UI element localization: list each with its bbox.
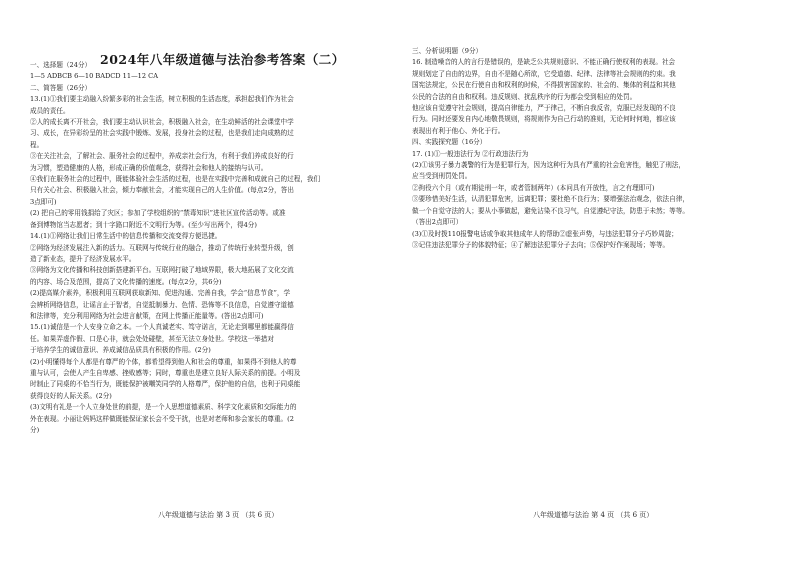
text-line: 的内容、场合及范围，提高了文化传播的速度。(每点2分，共6分) bbox=[30, 277, 222, 286]
text-line: 时制止了同桌的不恰当行为，既能保护被嘲笑同学的人格尊严，保护他的自信，也利于同桌能 bbox=[30, 380, 301, 389]
page-4 bbox=[397, 0, 794, 561]
text-line: 13.(1)①我们要主动融入纷繁多彩的社会生活，树立积极的生活态度，承担起我们作为社会 bbox=[30, 95, 294, 104]
text-line: 三、分析说明题（9分） bbox=[412, 47, 483, 55]
text-line: 规则划定了自由的边界，自由不是随心所欲，它受道德、纪律、法律等社会规则的约束。我 bbox=[412, 69, 676, 78]
text-line: 1—5 ADBCB 6—10 BADCD 11—12 CA bbox=[30, 72, 158, 81]
text-line: 二、简答题（26分） bbox=[30, 83, 92, 92]
text-line: 重与认可，会使人产生自卑感、挫败感等；同时，尊重也是建立良好人际关系的前提。小明及 bbox=[30, 368, 301, 377]
text-line: 备到博物馆当志愿者；到十字路口附近不文明行为等。(至少写出两个，得4分) bbox=[30, 220, 257, 229]
answer-content-right bbox=[412, 46, 764, 251]
text-line: 3点即可) bbox=[30, 197, 57, 206]
page-footer: 八年级道德与法治 第 3 页 （共 6 页） bbox=[158, 511, 279, 519]
text-line: (3)文明有礼是一个人立身处世的前提，是一个人思想道德素质、科学文化素质和交际能力的 bbox=[30, 403, 297, 412]
text-line: 获得良好的人际关系。(2分) bbox=[30, 391, 112, 400]
text-line: 公民的合法的自由和权利。违反规则、扰乱秩序的行为都会受到相应的处罚。 bbox=[412, 92, 637, 101]
text-line: 应当受到刑罚处罚。 bbox=[412, 172, 472, 181]
page-title: 2024年八年级道德与法治参考答案（二） bbox=[100, 52, 345, 67]
text-line: (3)①及时拨110报警电话或争取其他成年人的帮助②虚张声势，与违法犯罪分子巧妙周旋； bbox=[412, 229, 678, 238]
text-line: 只有关心社会、积极融入社会，倾力奉献社会，才能实现自己的人生价值。(每点2分，答出 bbox=[30, 186, 294, 195]
text-line: 于培养学生的诚信意识、养成诚信品质具有积极的作用。(2分) bbox=[30, 346, 211, 355]
text-line: 外在表现。小丽让妈妈这样做既能保证家长会不受干扰，也是对老师和参会家长的尊重。(2 bbox=[30, 414, 294, 423]
text-line: 成员的责任。 bbox=[30, 106, 70, 115]
text-line: 16. 制造噪音的人的言行是错误的，是缺乏公共规则意识、不能正确行使权利的表现。社会 bbox=[412, 58, 676, 67]
text-line: 和法律等，充分利用网络为社会进言献策，在网上传播正能量等。(答出2点即可) bbox=[30, 311, 264, 320]
text-line: 行为。同时还要发自内心地敬畏规则，将规则作为自己行动的准则，无论何时何地，都应该 bbox=[412, 115, 676, 124]
text-line: ③要珍惜美好生活，认清犯罪危害，远离犯罪；要杜绝不良行为；要增强法治观念，依法自律， bbox=[412, 195, 689, 204]
text-line: 任。如果弄虚作假、口是心非，就会处处碰壁，甚至无法立身处世。学校这一举措对 bbox=[30, 334, 274, 343]
text-line: （答出2点即可） bbox=[412, 218, 463, 227]
text-line: 造了新业态，提升了经济发展水平。 bbox=[30, 254, 136, 263]
text-line: 程。 bbox=[30, 140, 44, 149]
text-line: ④我们在服务社会的过程中，既能体验社会生活的过程，也是在实践中完善和成就自己的过程，我们 bbox=[30, 175, 321, 184]
text-line: 他应该自觉遵守社会规则，提高自律能力，严于律己，不断自我反省，克服已经发现的不良 bbox=[412, 104, 676, 113]
text-line: ③记住违法犯罪分子的体貌特征；④了解违法犯罪分子去向；⑤保护好作案现场；等等。 bbox=[412, 240, 670, 249]
text-line: 14.(1)①网络让我们日常生活中的信息传播和交流变得方便迅捷。 bbox=[30, 232, 222, 241]
text-line: 17. (1)①一般违法行为 ②行政违法行为 bbox=[412, 149, 529, 158]
text-line: ③网络为文化传播和科技创新搭建新平台。互联网打破了地域界限，极大地拓展了文化交流 bbox=[30, 266, 294, 275]
text-line: ②拘役六个月（或有期徒刑一年，或者管制两年）(本问具有开放性，言之有理即可) bbox=[412, 183, 655, 192]
text-line: 做一个自觉守法的人；要从小事做起，避免沾染不良习气，自觉遵纪守法，防患于未然；等等。 bbox=[412, 206, 689, 215]
text-line: 国宪法规定，公民在行使自由和权利的时候，不得损害国家的、社会的、集体的利益和其他 bbox=[412, 81, 676, 90]
text-line: ③在关注社会，了解社会、服务社会的过程中，养成亲社会行为，有利于我们养成良好的行 bbox=[30, 152, 294, 161]
text-line: 为习惯，塑造健康的人格，形成正确的价值观念，获得社会和他人的接纳与认可。 bbox=[30, 163, 268, 172]
text-line: (2)提高媒介素养，积极利用互联网获取新知、促进沟通、完善自我，学会“信息节食”，学 bbox=[30, 289, 291, 298]
text-line: 表现出有利于他心、外化于行。 bbox=[412, 126, 505, 135]
text-line: ②人的成长离不开社会，我们要主动认识社会，积极融入社会，在生动鲜活的社会课堂中学 bbox=[30, 118, 294, 127]
answer-content-left bbox=[30, 60, 382, 436]
text-line: 四、实践探究题（16分） bbox=[412, 138, 487, 147]
text-line: (2)①该男子暴力袭警的行为是犯罪行为，因为这种行为具有严重的社会危害性，触犯了刑法， bbox=[412, 161, 686, 170]
text-line: 习、成长，在异彩纷呈的社会实践中锻炼、发展，投身社会的过程，也是我们走向成熟的过 bbox=[30, 129, 294, 138]
text-line: 15.(1)诚信是一个人安身立命之本。一个人真诚老实、笃守诺言，无论走到哪里都能赢得信 bbox=[30, 323, 294, 332]
text-line: 一、选择题（24分） bbox=[30, 61, 92, 69]
page-footer: 八年级道德与法治 第 4 页 （共 6 页） bbox=[533, 511, 654, 519]
text-line: ②网络为经济发展注入新的活力。互联网与传统行业的融合，推动了传统行业转型升级，创 bbox=[30, 243, 294, 252]
text-line: 会辨析网络信息，让谣言止于智者，自觉抵制暴力、色情、恐怖等不良信息，自觉遵守道德 bbox=[30, 300, 294, 309]
text-line: (2) 把自己的零用钱捐给了灾区；参加了学校组织的“禁毒知识”进社区宣传活动等。或准 bbox=[30, 209, 286, 218]
text-line: 分) bbox=[30, 426, 40, 434]
text-line: (2)小明懂得每个人都是有尊严的个体，都希望得到他人和社会的尊重，如果得不到他人的尊 bbox=[30, 357, 297, 366]
